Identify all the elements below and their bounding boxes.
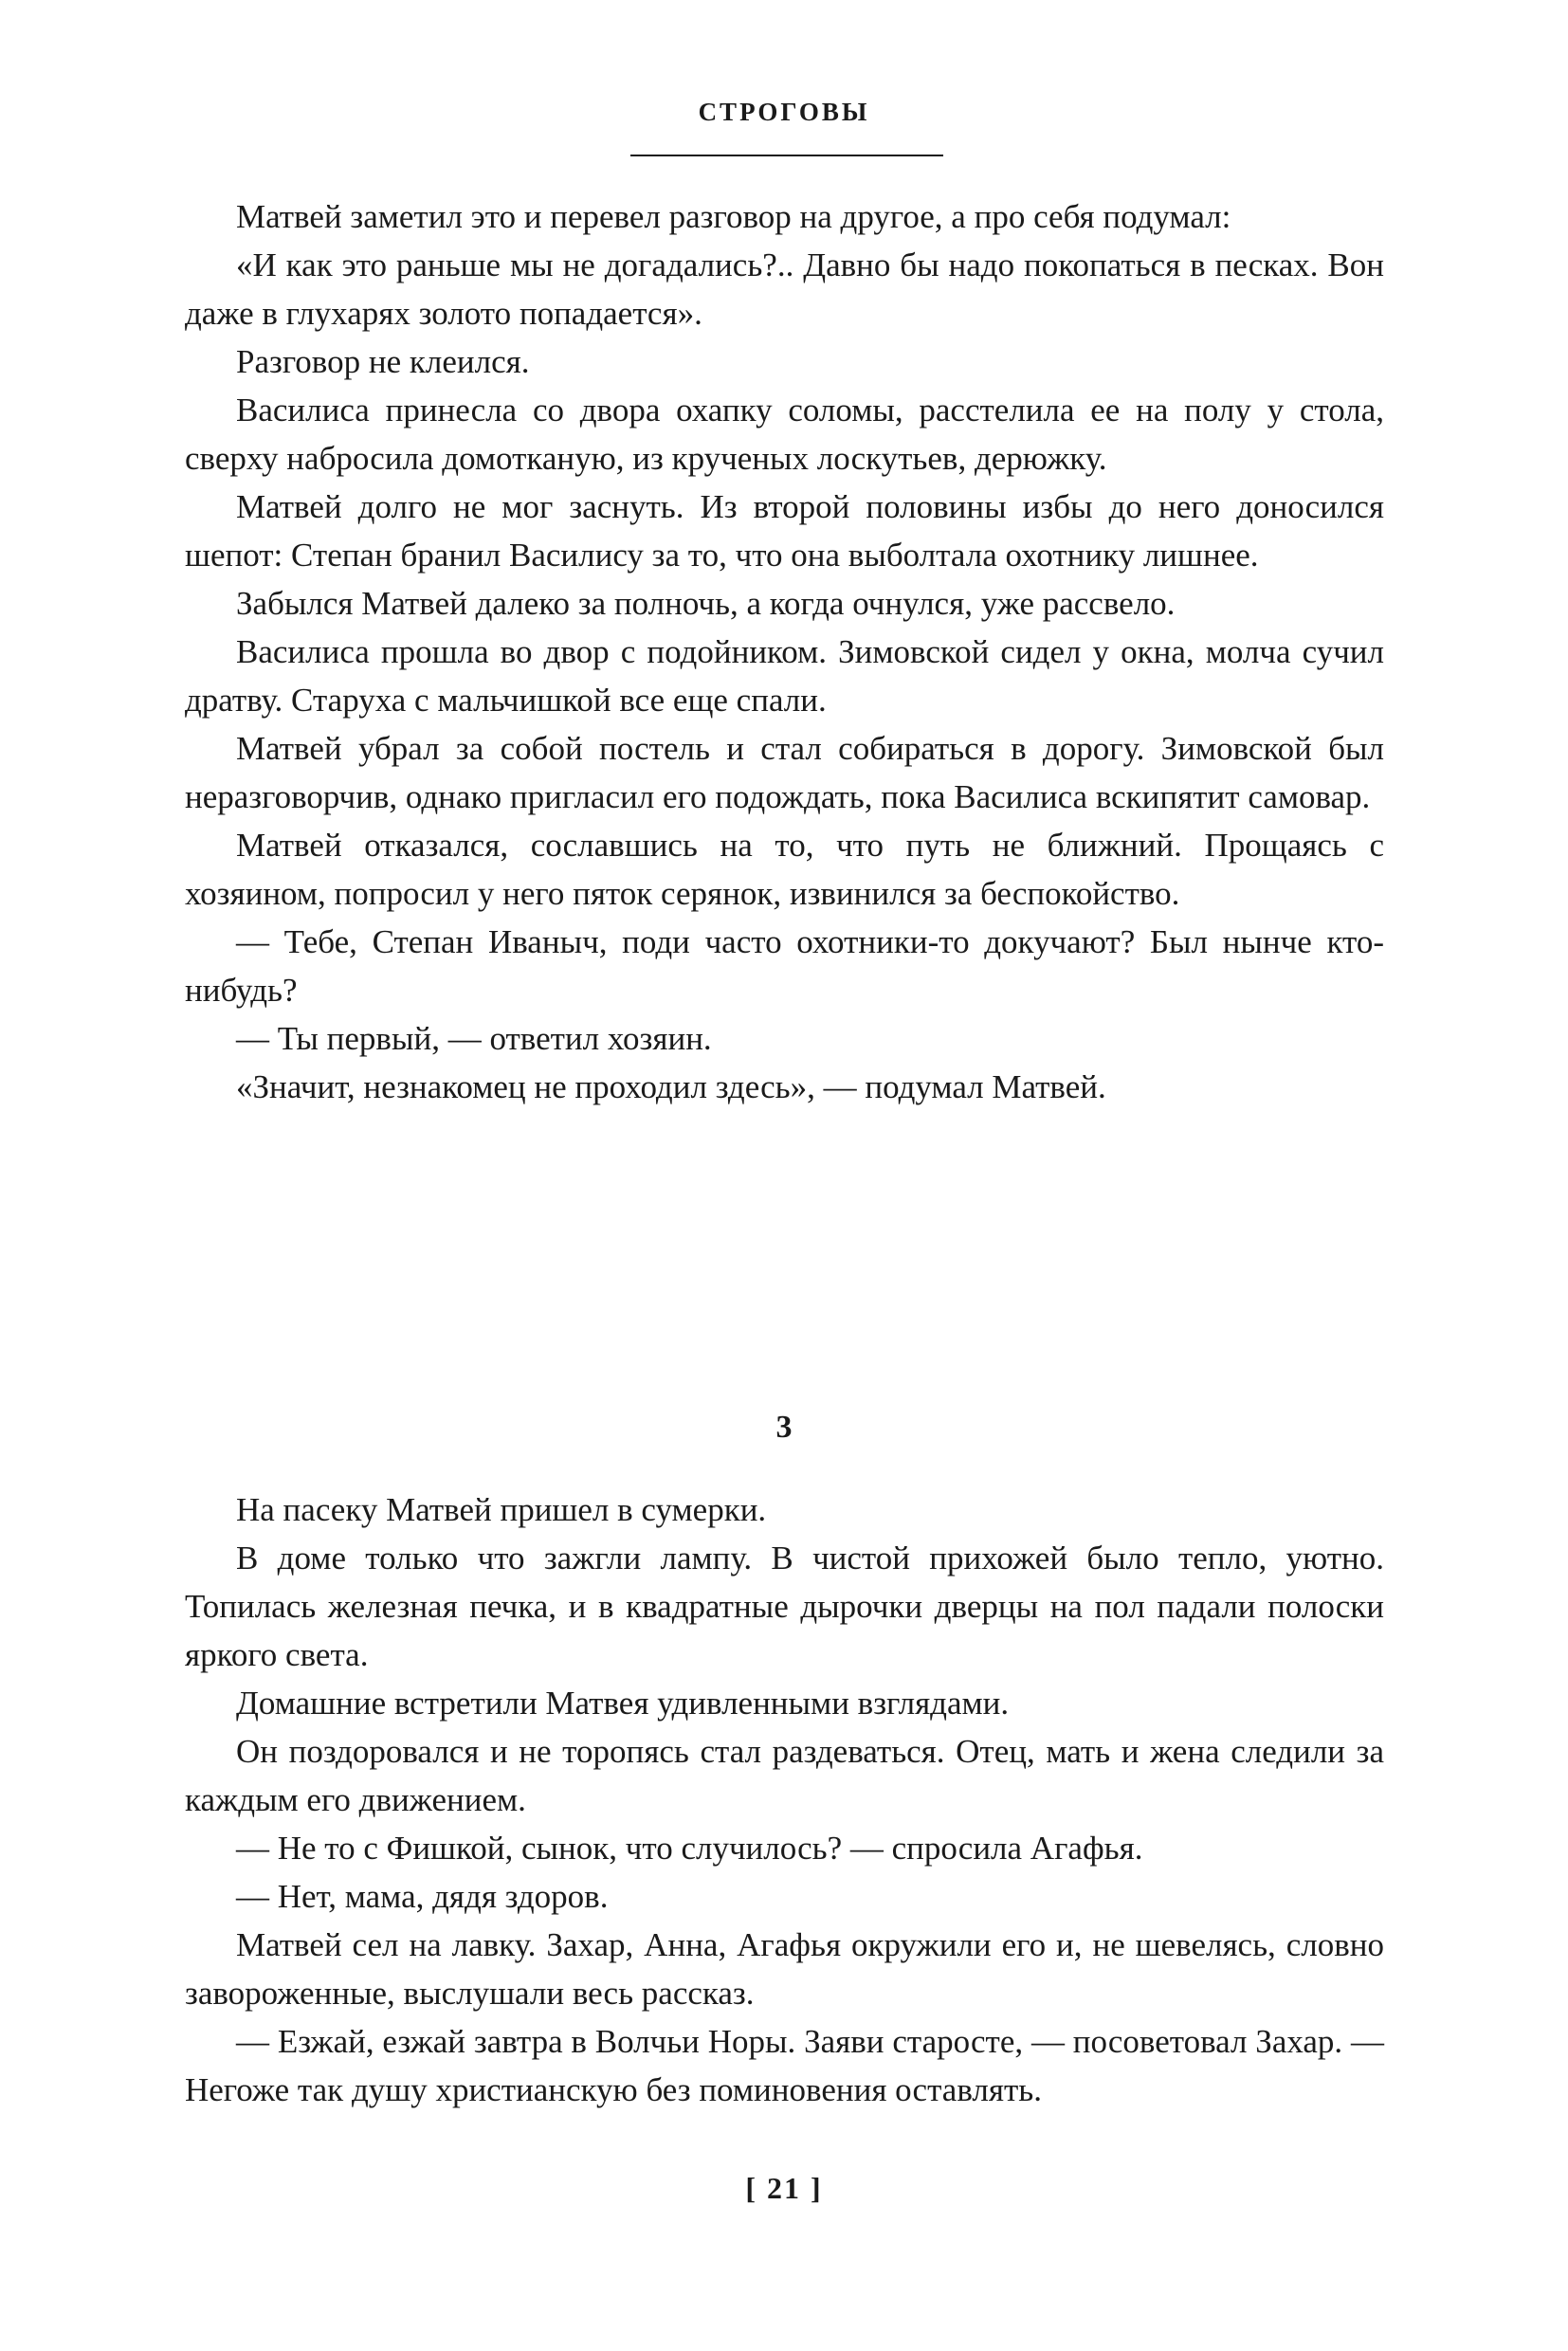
dialogue-line: — Нет, мама, дядя здоров.: [236, 1878, 609, 1915]
dialogue-line: — Тебе, Степан Иваныч, поди часто охотники-то докучают? Был нынче кто-нибудь?: [185, 923, 1384, 1009]
text-block-after-section: [185, 1485, 1384, 2114]
paragraph: Василиса принесла со двора охапку соломы, расстелила ее на полу у стола, сверху набросила домотканую, из крученых лоскутьев, дерюжку.: [185, 392, 1384, 477]
paragraph: «И как это раньше мы не догадались?.. Давно бы надо покопаться в песках. Вон даже в глухарях золото попадается».: [185, 246, 1384, 332]
dialogue-line: — Не то с Фишкой, сынок, что случилось? — спросила Агафья.: [236, 1830, 1143, 1867]
header-rule: [630, 155, 943, 156]
paragraph: Василиса прошла во двор с подойником. Зимовской сидел у окна, молча сучил дратву. Старуха с мальчишкой все еще спали.: [185, 633, 1384, 719]
text-block-before-section: [185, 192, 1384, 1111]
paragraph: В доме только что зажгли лампу. В чистой прихожей было тепло, уютно. Топилась железная печка, и в квадратные дырочки дверцы на пол падали полоски яркого света.: [185, 1540, 1384, 1673]
paragraph: На пасеку Матвей пришел в сумерки.: [236, 1491, 767, 1528]
paragraph: Матвей долго не мог заснуть. Из второй половины избы до него доносился шепот: Степан бранил Василису за то, что она выболтала охотнику лишнее.: [185, 488, 1384, 574]
paragraph: Матвей сел на лавку. Захар, Анна, Агафья окружили его и, не шевелясь, словно завороженные, выслушали весь рассказ.: [185, 1926, 1384, 2012]
paragraph: Забылся Матвей далеко за полночь, а когда очнулся, уже рассвело.: [236, 585, 1176, 622]
paragraph: Матвей отказался, сославшись на то, что путь не ближний. Прощаясь с хозяином, попросил у него пяток серянок, извинился за беспокойство.: [185, 827, 1384, 912]
dialogue-line: — Езжай, езжай завтра в Волчьи Норы. Заяви старосте, — посоветовал Захар. — Негоже так душу христианскую без поминовения оставлять.: [185, 2023, 1384, 2108]
paragraph: Матвей заметил это и перевел разговор на другое, а про себя подумал:: [236, 198, 1231, 235]
dialogue-line: — Ты первый, — ответил хозяин.: [236, 1020, 712, 1057]
section-heading: 3: [775, 1410, 793, 1445]
paragraph: Матвей убрал за собой постель и стал собираться в дорогу. Зимовской был неразговорчив, однако пригласил его подождать, пока Василиса вскипятит самовар.: [185, 730, 1384, 815]
page-number: [ 21 ]: [745, 2171, 823, 2205]
paragraph: «Значит, незнакомец не проходил здесь», — подумал Матвей.: [236, 1068, 1106, 1105]
paragraph: Разговор не клеился.: [236, 343, 530, 380]
paragraph: Домашние встретили Матвея удивленными взглядами.: [236, 1685, 1010, 1722]
running-title: СТРОГОВЫ: [698, 98, 870, 126]
paragraph: Он поздоровался и не торопясь стал раздеваться. Отец, мать и жена следили за каждым его движением.: [185, 1733, 1384, 1818]
